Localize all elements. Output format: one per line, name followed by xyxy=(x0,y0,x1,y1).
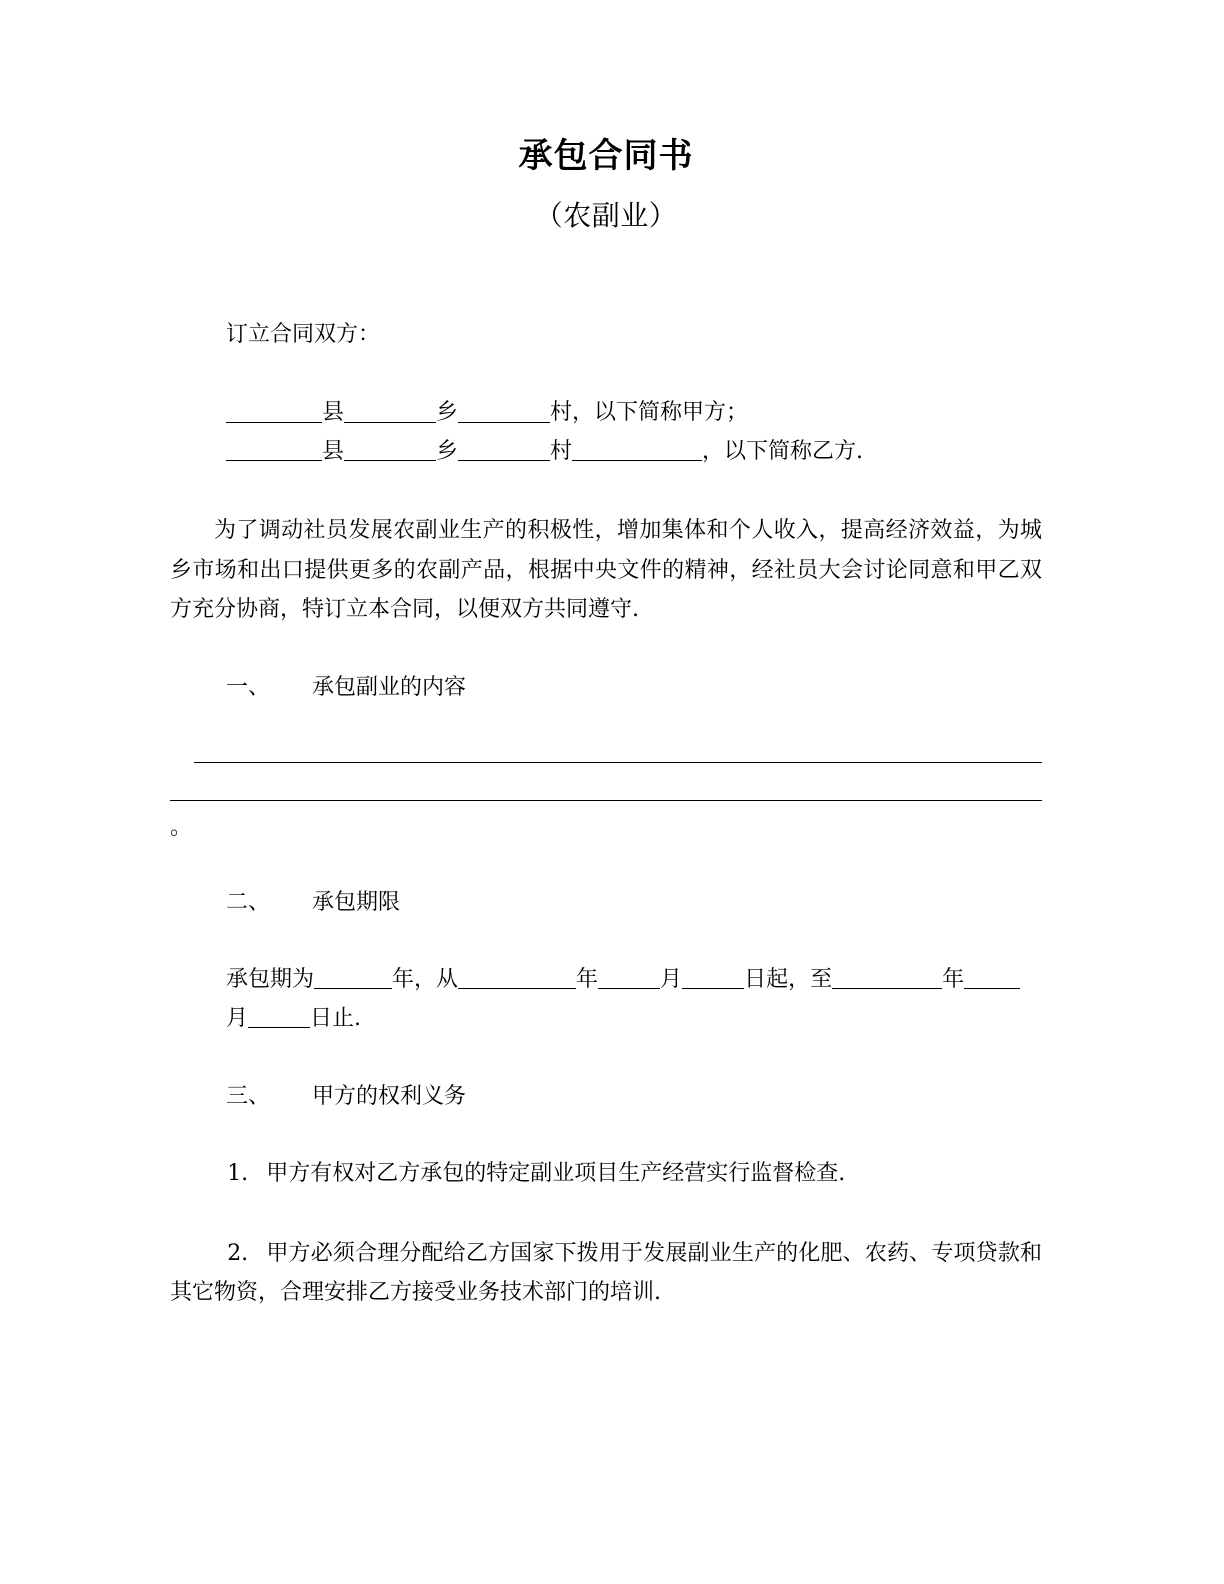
section-one-trailing-mark: 。 xyxy=(170,815,193,841)
preamble-paragraph: 为了调动社员发展农副业生产的积极性，增加集体和个人收入，提高经济效益，为城乡市场和出口提供更多的农副产品，根据中央文件的精神，经社员大会讨论同意和甲乙双方充分协商，特订立本合同，以便双方共同遵守. xyxy=(170,518,1042,622)
term-t5-label: 年 xyxy=(942,966,965,992)
section-one-number: 一、 xyxy=(226,674,271,700)
list-item xyxy=(170,1194,1042,1312)
section-two-number: 二、 xyxy=(226,889,271,915)
section-three-number: 三、 xyxy=(226,1084,271,1110)
party-b-county-blank[interactable] xyxy=(226,436,322,461)
section-heading-one xyxy=(170,629,1042,705)
section-one-blank-line-1[interactable] xyxy=(194,725,1042,763)
party-b-village-blank[interactable] xyxy=(458,436,550,461)
term-t4-label: 日起，至 xyxy=(744,966,833,992)
item-2-marker: 2. xyxy=(227,1240,249,1266)
item-2-text: 甲方必须合理分配给乙方国家下拨用于发展副业生产的化肥、农药、专项贷款和其它物资，合理安排乙方接受业务技术部门的培训. xyxy=(170,1240,1042,1305)
item-1-text: 甲方有权对乙方承包的特定副业项目生产经营实行监督检查. xyxy=(266,1161,846,1187)
term-lead-label: 承包期为 xyxy=(226,966,315,992)
page-subtitle: （农副业） xyxy=(534,198,678,232)
section-one-fill-area xyxy=(170,705,1042,801)
term-t6-label: 月 xyxy=(226,1006,249,1032)
item-1-marker: 1. xyxy=(227,1161,249,1187)
contract-term-line xyxy=(170,920,1042,1038)
party-a-village-blank[interactable] xyxy=(458,398,550,423)
party-a-village-label: 村，以下简称甲方； xyxy=(550,400,749,426)
term-t3-label: 月 xyxy=(660,966,683,992)
party-b-township-label: 乡 xyxy=(436,438,459,464)
party-b-village-label: 村 xyxy=(550,438,573,464)
party-b-county-label: 县 xyxy=(322,438,345,464)
section-three-title: 甲方的权利义务 xyxy=(312,1084,467,1110)
term-years-blank[interactable] xyxy=(314,964,392,989)
term-end-year-blank[interactable] xyxy=(832,964,942,989)
party-a-township-label: 乡 xyxy=(436,400,459,426)
section-heading-two xyxy=(170,844,1042,920)
party-b-line xyxy=(170,433,1042,472)
page-title: 承包合同书 xyxy=(518,136,694,176)
party-b-tail-label: ，以下简称乙方. xyxy=(702,438,864,464)
parties-block xyxy=(170,352,1042,471)
section-heading-three xyxy=(170,1038,1042,1114)
term-end-day-blank[interactable] xyxy=(248,1003,310,1028)
party-a-township-blank[interactable] xyxy=(344,398,436,423)
term-start-day-blank[interactable] xyxy=(682,964,744,989)
term-t7-label: 日止. xyxy=(310,1006,362,1032)
document-content xyxy=(170,0,1042,1312)
list-item xyxy=(170,1114,1042,1193)
section-one-title: 承包副业的内容 xyxy=(312,674,467,700)
section-one-blank-line-2[interactable] xyxy=(170,763,1042,801)
parties-intro-label: 订立合同双方： xyxy=(226,322,381,348)
party-b-township-blank[interactable] xyxy=(344,436,436,461)
term-t2-label: 年 xyxy=(576,966,599,992)
term-t1-label: 年，从 xyxy=(392,966,459,992)
party-a-line xyxy=(170,394,1042,433)
term-start-month-blank[interactable] xyxy=(598,964,660,989)
party-a-county-blank[interactable] xyxy=(226,398,322,423)
party-b-name-blank[interactable] xyxy=(572,436,702,461)
section-two-title: 承包期限 xyxy=(312,889,401,915)
term-start-year-blank[interactable] xyxy=(458,964,576,989)
party-a-county-label: 县 xyxy=(322,400,345,426)
term-end-month-blank[interactable] xyxy=(964,964,1020,989)
